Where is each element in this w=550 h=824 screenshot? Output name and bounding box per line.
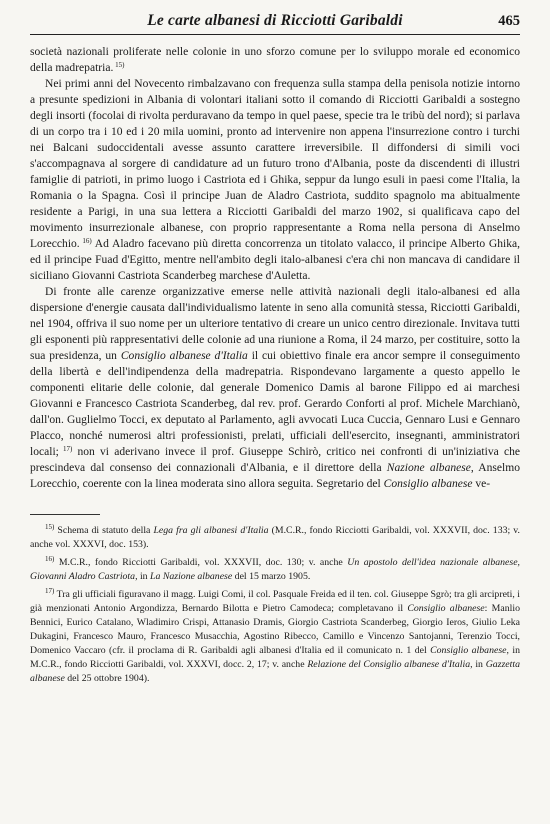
- text-run: del 15 marzo 1905.: [232, 571, 311, 582]
- italic-text: Consiglio albanese: [407, 603, 485, 614]
- italic-text: Nazione albanese: [386, 462, 471, 474]
- text-run: , Anselmo Lorecchio, coerente con la linea moderata sino allora seguita. Segretario del: [30, 462, 520, 490]
- italic-text: Lega fra gli albanesi d'Italia: [153, 525, 269, 536]
- text-run: il cui obiettivo finale era ancor sempre il conseguimento della libertà e dell'indipendenza della madrepatria. Rispondevano largamente a questo appello le componenti elitarie delle colonie, dal generale Domenico Damis al barone Filippo ed ai marchesi Giovanni e Francesco Castriota Scanderbeg, dal rev. prof. Gerardo Conforti al prof. Michele Marchianò, dall'on. Guglielmo Tocci, ex deputato al Parlamento, agli avvocati Luca Cuccia, Gennaro Lusi e Gennaro Placco, nonché numerosi altri professionisti, prelati, ufficiali dell'esercito, insegnanti, amministratori locali;: [30, 350, 521, 458]
- italic-text: Consiglio albanese: [383, 478, 473, 490]
- text-run: Di fronte alle carenze organizzative emerse nelle attività nazionali degli italo-albanesi ed alla dispersione d'energie causata dall'individualismo latente in seno alla comunità stessa, Ricciotti Garibaldi, nel 1904, offriva il suo nome per un ulteriore tentativo di creare un unico centro direzionale. Invitava tutti gli esponenti più rappresentativi delle colonie ad una riunione a Roma, il 24 marzo, per costituire, sotto la sua presidenza, un: [30, 286, 520, 362]
- text-run: : Manlio Bennici, Eurico Catalano, Wladimiro Crispi, Attanasio Dramis, Giorgio Castriota Scanderbeg, Giorgio Ieros, Giulio Leka Dukagini, Francesco Mauro, Francesco Musacchia, Agostino Ribecco, Camillo e Vincenzo Santojanni, Terenzio Tocci, Domenico Vaccaro (cfr. il proclama di R. Garibaldi agli albanesi d'Italia ed il comunicato n. 1 del: [30, 603, 520, 656]
- running-header: [30, 12, 520, 35]
- note-marker: 15): [113, 61, 125, 69]
- text-run: società nazionali proliferate nelle colonie in uno sforzo comune per lo sviluppo morale ed economico della madrepatria.: [30, 46, 520, 74]
- footnote: [30, 588, 520, 686]
- paragraph: [30, 44, 520, 76]
- note-marker: 16): [79, 237, 92, 245]
- note-marker: 16): [45, 555, 55, 563]
- italic-text: Consiglio albanese d'Italia: [120, 350, 248, 362]
- text-run: Nei primi anni del Novecento rimbalzavano con frequenza sulla stampa della penisola notizie intorno a presunte spedizioni in Albania di volontari italiani sotto il comando di Ricciotti Garibaldi a sostegno degli insorti (focolai di rivolta perduravano da tempo in quel paese, specie tra le tribù del nord); si parlava di un corpo tra i 10 ed i 20 mila uomini, pronto ad intervenire non appena l'insurrezione contro i turchi nei Balcani sudoccidentali avesse assunto carattere irreversibile. Il diffondersi di simili voci s'accompagnava al sorgere di candidature ad un futuro trono d'Albania, poste da discendenti di illustri famiglie di patrioti, in primo luogo i Castriota ed i Ghika, seppur da lungo esuli in paesi come l'Italia, la Romania o la Spagna. Così il principe Juan de Aladro Castriota, suddito spagnolo ma abitualmente residente a Parigi, in una sua lettera a Ricciotti Garibaldi del marzo 1902, si qualificava capo del movimento insurrezionale albanese, con proprio rappresentante a Roma nella persona di Anselmo Lorecchio.: [30, 78, 520, 250]
- page-number: 465: [498, 13, 520, 29]
- text-run: M.C.R., fondo Ricciotti Garibaldi, vol. XXXVII, doc. 130; v. anche: [54, 557, 348, 568]
- paragraph: [30, 76, 520, 284]
- text-run: ve-: [472, 478, 491, 490]
- italic-text: La Nazione albanese: [150, 571, 233, 582]
- text-run: , in: [470, 659, 486, 670]
- text-run: , in M.C.R., fondo Ricciotti Garibaldi, vol. XXXVI, docc. 2, 17; v. anche: [30, 645, 520, 670]
- italic-text: Relazione del Consiglio albanese d'Italia: [307, 659, 471, 670]
- text-run: , in: [135, 571, 151, 582]
- text-run: del 25 ottobre 1904).: [64, 673, 150, 684]
- note-marker: 17): [58, 445, 73, 453]
- footnote: [30, 556, 520, 584]
- note-marker: 15): [45, 523, 55, 531]
- footnotes: [30, 524, 520, 686]
- italic-text: Gazzetta albanese: [30, 659, 520, 684]
- text-run: (M.C.R., fondo Ricciotti Garibaldi, vol. XXXVII, doc. 133; v. anche vol. XXXVI, doc. 153).: [30, 525, 520, 550]
- paragraph: [30, 284, 520, 492]
- footnote-rule: [30, 514, 100, 515]
- running-title: Le carte albanesi di Ricciotti Garibaldi: [147, 12, 403, 29]
- text-run: Schema di statuto della: [54, 525, 154, 536]
- note-marker: 17): [45, 587, 55, 595]
- footnote: [30, 524, 520, 552]
- italic-text: Consiglio albanese: [430, 645, 507, 656]
- text-run: Tra gli ufficiali figuravano il magg. Luigi Comi, il col. Pasquale Freida ed il ten. col. Giuseppe Sgrò; tra gli arcipreti, i già menzionati Antonio Argondizza, Bernardo Bilotta e Pietro Camodeca; completavano il: [30, 589, 520, 614]
- text-run: Ad Aladro facevano più diretta concorrenza un titolato valacco, il principe Alberto Ghika, ed il principe Fuad d'Egitto, mentre nell'ambito degli italo-albanesi c'era chi non mancava di candidare il siciliano Giovanni Castriota Scanderbeg marchese d'Auletta.: [30, 238, 520, 282]
- italic-text: Un apostolo dell'idea nazionale albanese, Giovanni Aladro Castriota: [30, 557, 520, 582]
- text-run: non vi aderivano invece il prof. Giuseppe Schirò, critico nei confronti di un'iniziativa che prescindeva dal consenso dei connazionali d'Albania, e il direttore della: [30, 446, 520, 474]
- main-text: [30, 44, 520, 492]
